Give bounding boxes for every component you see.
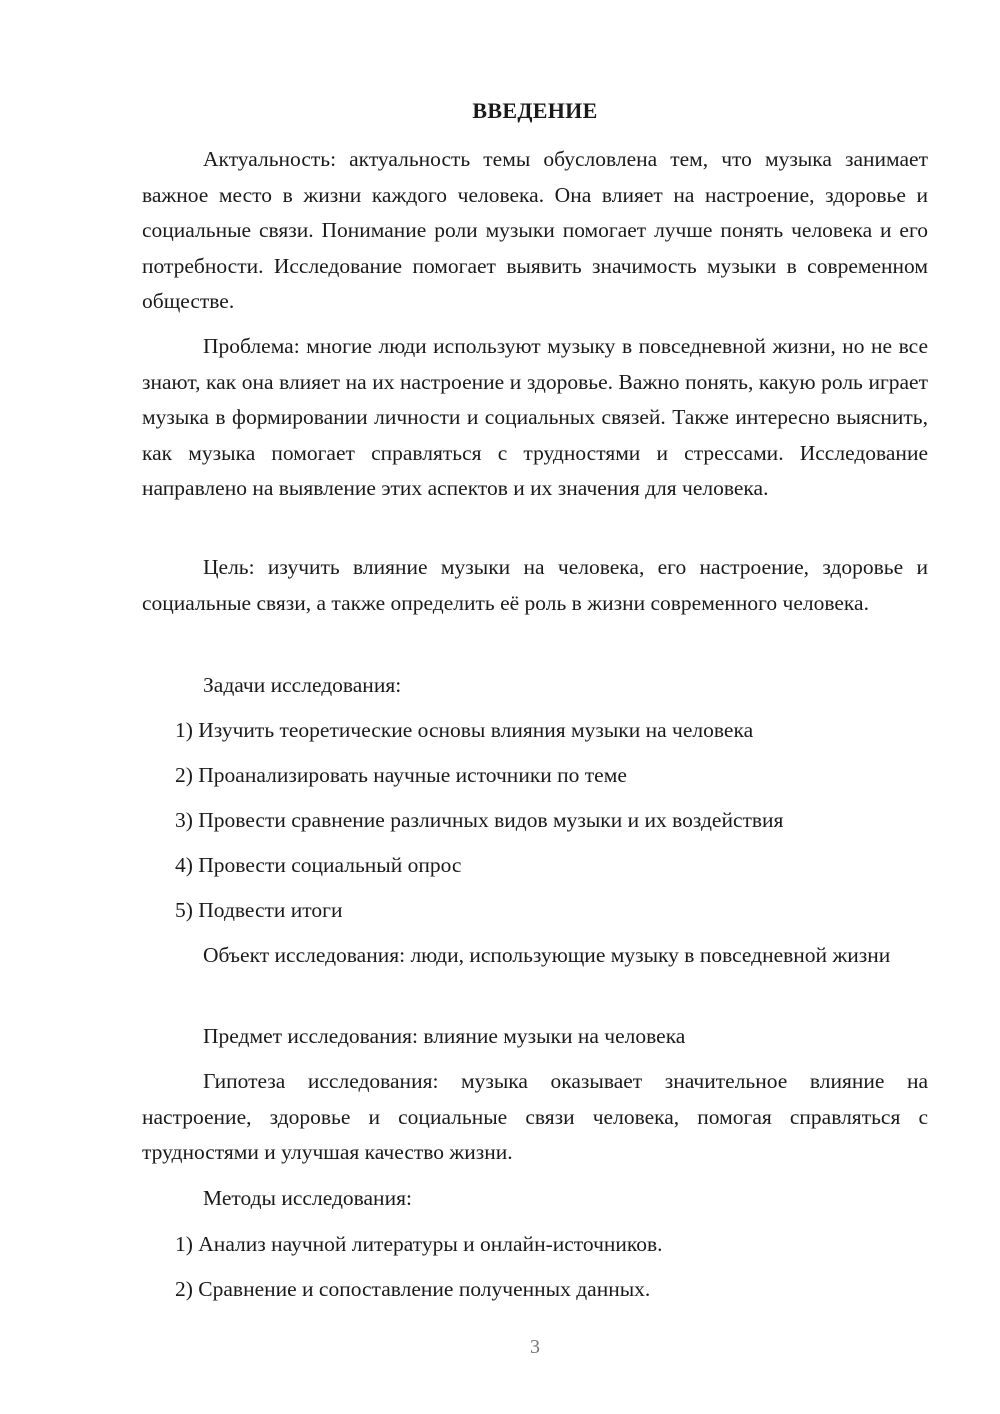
hypothesis-paragraph: Гипотеза исследования: музыка оказывает значительное влияние на настроение, здоровье и социальные связи человека, помогая справляться с трудностями и улучшая качество жизни. [142,1069,928,1164]
object-paragraph: Объект исследования: люди, использующие музыку в повседневной жизни [203,943,891,967]
method-item-2: 2) Сравнение и сопоставление полученных данных. [175,1277,651,1301]
task-item-1: 1) Изучить теоретические основы влияния музыки на человека [175,718,754,742]
page-title: ВВЕДЕНИЕ [472,98,598,123]
relevance-paragraph: Актуальность: актуальность темы обусловлена тем, что музыка занимает важное место в жизни каждого человека. Она влияет на настроение, здоровье и социальные связи. Понимание роли музыки помогает лучше понять человека и его потребности. Исследование помогает выявить значимость музыки в современном обществе. [142,147,928,313]
problem-paragraph: Проблема: многие люди используют музыку в повседневной жизни, но не все знают, как она влияет на их настроение и здоровье. Важно понять, какую роль играет музыка в формировании личности и социальных связей. Также интересно выяснить, как музыка помогает справляться с трудностями и стрессами. Исследование направлено на выявление этих аспектов и их значения для человека. [142,334,928,500]
task-item-3: 3) Провести сравнение различных видов музыки и их воздействия [175,808,784,832]
method-item-1: 1) Анализ научной литературы и онлайн-источников. [175,1232,663,1256]
subject-paragraph: Предмет исследования: влияние музыки на человека [203,1024,686,1048]
page-number: 3 [530,1336,540,1358]
task-item-5: 5) Подвести итоги [175,898,343,922]
methods-heading: Методы исследования: [203,1186,412,1210]
tasks-heading: Задачи исследования: [203,673,402,697]
task-item-2: 2) Проанализировать научные источники по теме [175,763,627,787]
task-item-4: 4) Провести социальный опрос [175,853,462,877]
goal-paragraph: Цель: изучить влияние музыки на человека, его настроение, здоровье и социальные связи, а также определить её роль в жизни современного человека. [142,555,928,615]
